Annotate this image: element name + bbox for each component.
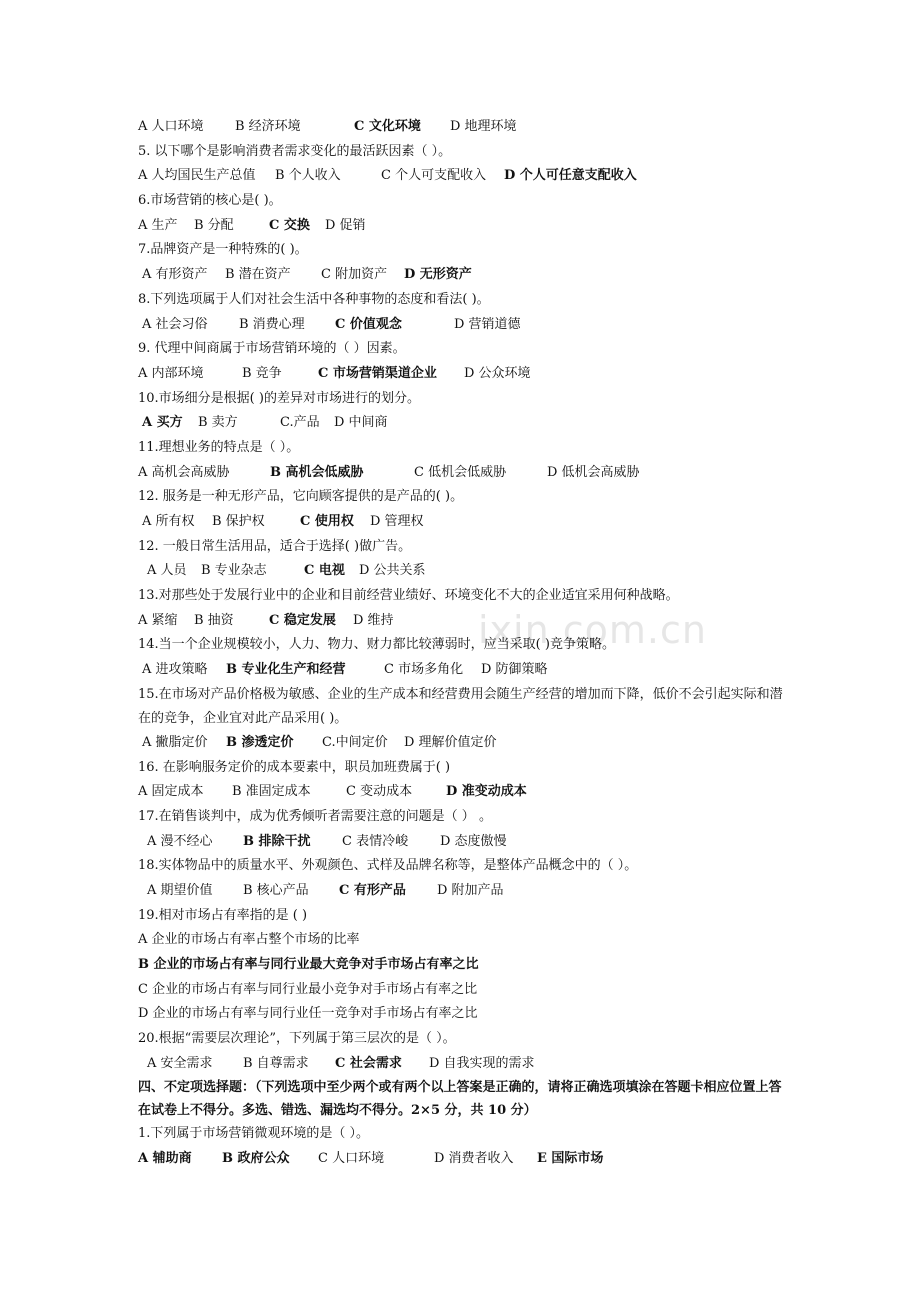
question-text: 17.在销售谈判中，成为优秀倾听者需要注意的问题是（ ） 。	[138, 808, 492, 824]
option: D 中间商	[334, 415, 388, 431]
option: C.中间定价	[322, 734, 388, 750]
question-text: 1.下列属于市场营销微观环境的是（ ）。	[138, 1126, 370, 1142]
option-row	[138, 559, 788, 584]
question-text: 19.相对市场占有率指的是 ( )	[138, 907, 308, 923]
option-row	[138, 731, 788, 756]
option-row	[138, 1147, 788, 1172]
option: D 消费者收入	[434, 1151, 514, 1167]
option-row	[138, 879, 788, 904]
question-text: 14.当一个企业规模较小，人力、物力、财力都比较薄弱时，应当采取( )竞争策略。	[138, 637, 615, 653]
option: C 文化环境	[354, 119, 421, 134]
option: D 维持	[353, 612, 394, 628]
option: B 消费心理	[239, 316, 305, 332]
option: B 抽资	[194, 612, 234, 628]
question-text: 7.品牌资产是一种特殊的( )。	[138, 242, 308, 258]
question-text: 11.理想业务的特点是（ ）。	[138, 439, 300, 455]
question-text: 13.对那些处于发展行业中的企业和目前经营业绩好、环境变化不大的企业适宜采用何种战略。	[138, 588, 679, 604]
option: A 期望价值	[147, 882, 213, 898]
option: C 交换	[269, 217, 310, 233]
option-row	[138, 214, 788, 239]
option: B 高机会低威胁	[270, 464, 364, 480]
question-text: A 企业的市场占有率占整个市场的比率	[138, 932, 360, 948]
option: D 无形资产	[404, 267, 472, 283]
option-row	[138, 313, 788, 338]
option-row	[138, 263, 788, 288]
question-text: 15.在市场对产品价格极为敏感、企业的生产成本和经营费用会随生产经营的增加而下降，低价不会引起实际和潜在的竞争，企业宜对此产品采用( )。	[138, 686, 783, 726]
option: B 个人收入	[275, 168, 341, 184]
option: C 社会需求	[335, 1055, 402, 1071]
option: C 市场多角化	[384, 662, 464, 678]
question-text: D 企业的市场占有率与同行业任一竞争对手市场占有率之比	[138, 1006, 478, 1022]
option-row	[138, 510, 788, 535]
option: C.产品	[280, 415, 320, 431]
option: B 分配	[194, 217, 234, 233]
question-text: 18.实体物品中的质量水平、外观颜色、式样及品牌名称等，是整体产品概念中的（ ）。	[138, 858, 638, 874]
option: A 生产	[138, 217, 178, 233]
question-text: C 企业的市场占有率与同行业最小竞争对手市场占有率之比	[138, 981, 478, 997]
option: A 进攻策略	[142, 662, 208, 678]
option: D 态度傲慢	[440, 833, 507, 849]
option: B 核心产品	[243, 882, 309, 898]
option-row	[138, 164, 788, 189]
option: C 低机会低威胁	[414, 464, 507, 480]
option: B 自尊需求	[243, 1055, 309, 1071]
option: B 潜在资产	[225, 267, 291, 283]
option-row	[138, 658, 788, 683]
option: B 保护权	[212, 514, 265, 529]
option: C 价值观念	[335, 316, 402, 332]
option: A 紧缩	[138, 612, 178, 628]
question-text: 8.下列选项属于人们对社会生活中各种事物的态度和看法( )。	[138, 291, 490, 307]
option: D 公众环境	[464, 365, 531, 381]
option: B 准固定成本	[232, 784, 311, 800]
option: E 国际市场	[537, 1151, 604, 1167]
option-row	[138, 411, 788, 436]
option: A 辅助商	[138, 1151, 192, 1167]
option: A 所有权	[142, 514, 195, 529]
option: C 个人可支配收入	[381, 168, 487, 184]
option-row	[138, 1052, 788, 1077]
option-row	[138, 461, 788, 486]
option: D 地理环境	[450, 119, 517, 134]
option: A 人口环境	[138, 119, 204, 134]
question-text: 5. 以下哪个是影响消费者需求变化的最活跃因素（ ）。	[138, 143, 452, 159]
question-text: 12. 一般日常生活用品，适合于选择( )做广告。	[138, 538, 412, 554]
option: C 市场营销渠道企业	[318, 365, 437, 381]
option: B 政府公众	[222, 1151, 290, 1167]
option: A 有形资产	[142, 267, 208, 283]
watermark: ixin.com.cn	[478, 608, 707, 652]
option-row	[138, 780, 788, 805]
section-heading: 四、不定项选择题：（下列选项中至少两个或有两个以上答案是正确的，请将正确选项填涂在答题卡相应位置上答在试卷上不得分。多选、错选、漏选均不得分。2×5 分，共 10 分）	[138, 1080, 782, 1119]
option: D 理解价值定价	[404, 734, 497, 750]
option: A 漫不经心	[147, 833, 213, 849]
option: A 安全需求	[147, 1055, 213, 1071]
option-row	[138, 115, 788, 140]
option: C 使用权	[300, 514, 354, 529]
option: A 内部环境	[138, 365, 204, 381]
option: D 准变动成本	[446, 784, 527, 800]
option: C 表情冷峻	[342, 833, 409, 849]
question-text: 10.市场细分是根据( )的差异对市场进行的划分。	[138, 390, 420, 406]
option: B 排除干扰	[243, 833, 311, 849]
option: D 低机会高威胁	[547, 464, 640, 480]
option: C 附加资产	[321, 267, 388, 283]
option: C 变动成本	[346, 784, 413, 800]
option: B 专业化生产和经营	[226, 662, 346, 678]
question-text: 9. 代理中间商属于市场营销环境的（ ）因素。	[138, 341, 406, 357]
option: D 自我实现的需求	[429, 1055, 535, 1071]
option: B 专业杂志	[201, 563, 267, 579]
option: A 高机会高威胁	[138, 464, 230, 480]
option: B 渗透定价	[226, 734, 294, 750]
option: C 电视	[304, 563, 345, 579]
option-row	[138, 830, 788, 855]
option: D 营销道德	[454, 316, 521, 332]
option: C 有形产品	[339, 882, 406, 898]
option: A 买方	[142, 415, 183, 431]
exam-page	[138, 115, 788, 1172]
option: D 促销	[325, 217, 366, 233]
question-text: 20.根据“需要层次理论”，下列属于第三层次的是（ ）。	[138, 1031, 456, 1047]
option: B 经济环境	[235, 119, 301, 134]
option-row	[138, 362, 788, 387]
question-text: 16. 在影响服务定价的成本要素中，职员加班费属于( )	[138, 759, 451, 775]
option: A 固定成本	[138, 784, 204, 800]
option: D 附加产品	[437, 882, 504, 898]
option: A 撇脂定价	[142, 734, 208, 750]
question-text: 12. 服务是一种无形产品，它向顾客提供的是产品的( )。	[138, 489, 464, 505]
question-text: B 企业的市场占有率与同行业最大竞争对手市场占有率之比	[138, 957, 479, 972]
option: D 个人可任意支配收入	[504, 168, 637, 184]
option: D 公共关系	[359, 563, 426, 579]
question-text: 6.市场营销的核心是( )。	[138, 193, 282, 209]
option: A 人均国民生产总值	[138, 168, 256, 184]
option: D 防御策略	[481, 662, 548, 678]
option-row	[138, 609, 788, 634]
option: D 管理权	[370, 514, 424, 529]
option: B 竞争	[242, 365, 282, 381]
option: B 卖方	[198, 415, 238, 431]
option: C 人口环境	[318, 1151, 385, 1167]
option: C 稳定发展	[269, 612, 336, 628]
option: A 人员	[147, 563, 187, 579]
option: A 社会习俗	[142, 316, 208, 332]
